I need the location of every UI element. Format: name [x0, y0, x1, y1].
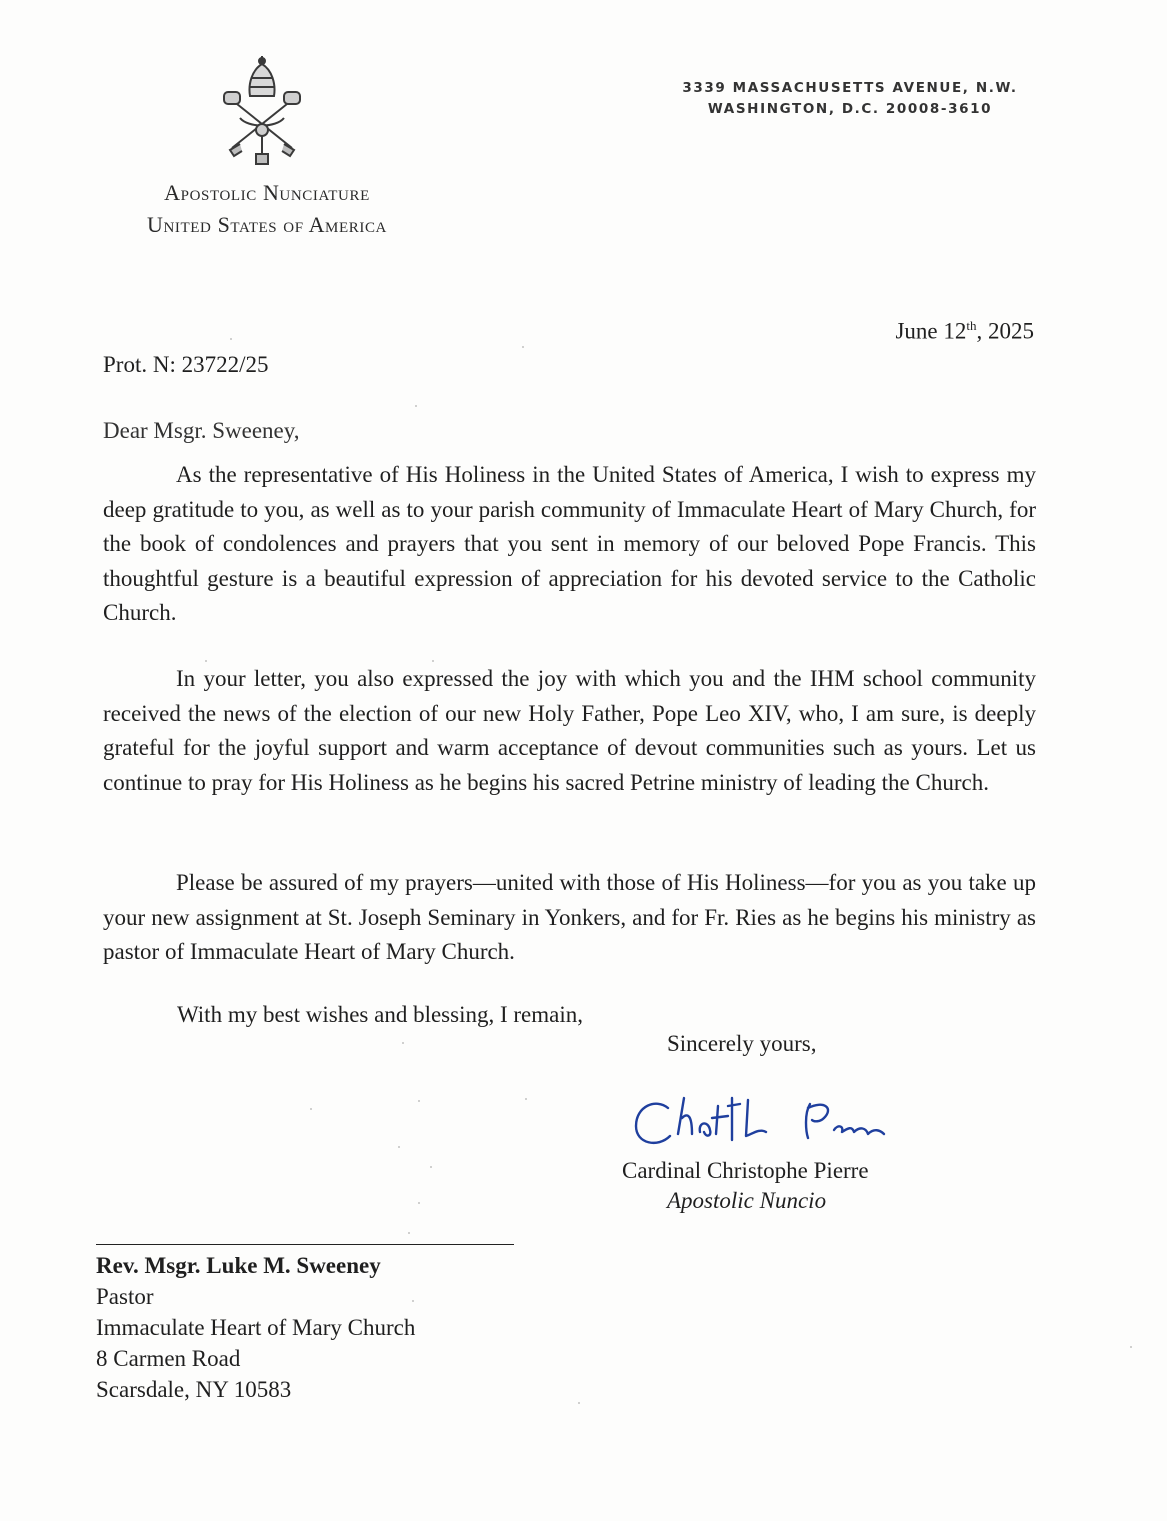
date-suffix: th — [966, 318, 977, 333]
recipient-street: 8 Carmen Road — [96, 1346, 241, 1371]
handwritten-signature — [628, 1078, 898, 1158]
valediction: Sincerely yours, — [667, 1031, 817, 1056]
date-day: June 12 — [895, 318, 967, 344]
date-year: , 2025 — [976, 318, 1034, 344]
scan-speck — [1130, 1346, 1132, 1348]
scan-speck — [418, 1202, 420, 1204]
organization-name-line1: Apostolic Nunciature — [164, 180, 370, 205]
recipient-block — [96, 1250, 415, 1405]
scan-speck — [408, 1232, 410, 1234]
recipient-divider — [96, 1244, 514, 1245]
signer-title: Apostolic Nuncio — [667, 1188, 827, 1213]
organization-name-line2: United States of America — [147, 212, 387, 237]
scan-speck — [402, 1042, 404, 1044]
coat-of-arms-icon — [218, 56, 306, 168]
recipient-parish: Immaculate Heart of Mary Church — [96, 1315, 416, 1340]
signer-name: Cardinal Christophe Pierre — [622, 1158, 869, 1183]
recipient-city: Scarsdale, NY 10583 — [96, 1377, 292, 1402]
scan-speck — [430, 1166, 432, 1168]
recipient-role: Pastor — [96, 1284, 154, 1309]
scan-speck — [310, 1108, 312, 1110]
closing-line: With my best wishes and blessing, I remain, — [177, 1002, 583, 1027]
body-paragraph-2: In your letter, you also expressed the joy with which you and the IHM school community received the news of the election of our new Holy Father, Pope Leo XIV, who, I am sure, is deeply grateful for the joyful support and warm acceptance of devout communities such as yours. Let us continue to pray for His Holiness as he begins his sacred Petrine ministry of leading the Church. — [103, 666, 1036, 795]
scan-speck — [578, 1402, 580, 1404]
body-paragraph-3: Please be assured of my prayers—united with those of His Holiness—for you as you take up your new assignment at St. Joseph Seminary in Yonkers, and for Fr. Ries as he begins his ministry as pastor of Immaculate Heart of Mary Church. — [103, 870, 1036, 964]
scan-speck — [525, 1098, 527, 1100]
salutation: Dear Msgr. Sweeney, — [103, 418, 300, 443]
protocol-number: Prot. N: 23722/25 — [103, 352, 269, 377]
scan-speck — [205, 660, 207, 662]
letter-date — [895, 318, 1034, 345]
scan-speck — [398, 1146, 400, 1148]
body-paragraph-1: As the representative of His Holiness in the United States of America, I wish to express my deep gratitude to you, as well as to your parish community of Immaculate Heart of Mary Church, for the book of condolences and prayers that you sent in memory of our beloved Pope Francis. This thoughtful gesture is a beautiful expression of appreciation for his devoted service to the Catholic Church. — [103, 462, 1036, 625]
recipient-name: Rev. Msgr. Luke M. Sweeney — [96, 1253, 381, 1278]
scan-speck — [432, 660, 434, 662]
scan-speck — [522, 346, 524, 348]
address-line2: WASHINGTON, D.C. 20008-3610 — [707, 101, 993, 117]
address-line1: 3339 MASSACHUSETTS AVENUE, N.W. — [682, 80, 1018, 96]
scan-speck — [415, 405, 417, 407]
scan-speck — [418, 1100, 420, 1102]
scan-speck — [230, 338, 232, 340]
scan-speck — [412, 1300, 414, 1302]
